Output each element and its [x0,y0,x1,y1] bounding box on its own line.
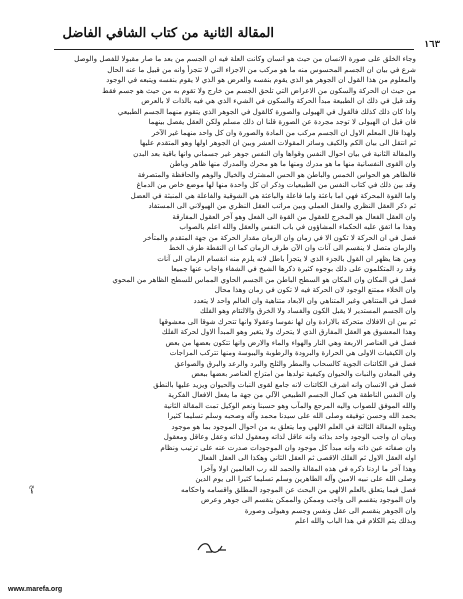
text-line: وان الجسم المستدير لا يقبل الكون والفساد ولا الخرق والالتئام وهو الفلك [199,306,416,315]
footer-url: www.marefa.org [8,586,63,593]
text-line: فصل في الكائنات الجوية كالسحاب والمطر والثلج والبرد والرعد والبرق والصواعق [174,358,416,368]
text-line: فصل في الانسان وانه اشرف الكائنات لانه جامع لقوى النبات والحيوان ويزيد عليها بالنطق [153,379,416,389]
text-line: وهذا ما اتفق عليه الحكماء المشاؤون في باب النفس والعقل والله اعلم بالصواب [179,222,416,231]
text-line: ثم ذكر العقل النظري والعقل العملي وبين مراتب العقل النظري من الهيولاني الى المستفاد [148,201,416,210]
text-line: وان الخلاء ممتنع الوجود لان الحركة فيه لا تكون في زمان وهذا محال [214,285,416,294]
text-line: وقد بين ذلك في كتاب النفس من الطبيعيات وذكر ان كل واحدة منها لها موضع خاص من الدماغ [136,180,416,189]
text-line: ويتلوه المقالة الثالثة في العلم الالهي وما يتعلق به من احوال الموجود بما هو موجود [171,421,416,431]
header-divider [54,49,414,50]
text-line: ثم انتقل الى بيان الكم والكيف وسائر المقولات العشر وبين ان الجوهر اولها وهو المتقدم عليها [139,138,416,147]
text-line: وبذلك يتم الكلام في هذا الباب والله اعلم [295,516,416,525]
text-line: واما القوة المحركة فهي اما باعثة واما فاعلة والباعثة هي الشوقية والفاعلة هي المنبثة في العضل [130,190,416,200]
text-line: فصل في المتناهي وغير المتناهي وان الابعاد متناهية وان العالم واحد لا يتعدد [193,295,416,305]
text-line: فالظاهر هو الحواس الخمس والباطن هو الحس المشترك والخيال والوهم والحافظة والمتصرفة [137,169,416,179]
text-line: وان النفس الناطقة هي كمال الجسم الطبيعي الآلي من جهة ما يفعل الافعال الفكرية [168,390,416,399]
text-line: وان القوى النفسانية منها ما هو مدرك ومنها ما هو محرك والمدرك منها ظاهر وباطن [169,159,416,168]
text-line: فان قيل ان الهيولى لا توجد مجردة عن الصورة قلنا ان ذلك مسلم ولكن العقل يفصل بينهما [148,117,416,126]
page-header-title: المقالة الثانية من كتاب الشافي الفاضل [62,26,274,41]
text-line: وقد رد المتكلمون على ذلك بوجوه كثيرة ذكرها الشيخ في الشفاء واجاب عنها جميعا [171,264,416,273]
text-line: والزمان متصل لا ينقسم الى آنات وان الآن طرف الزمان كما ان النقطة طرف الخط [168,243,416,252]
margin-note: صح [29,485,36,494]
text-line: اوله العقل الاول ثم الفلك الاقصى ثم العقل الثاني وهكذا الى العقل الفعال [198,453,416,462]
text-line: وفي المعادن والنبات والحيوان وكيفية تولدها من امتزاج العناصر بعضها ببعض [191,369,416,378]
text-line: فصل في العناصر الاربعة وهي النار والهواء والماء والارض وانها تتكون بعضها من بعض [165,337,416,347]
manuscript-text-block [36,54,416,534]
page-number: ١٦٣ [423,40,440,50]
text-line: والمقالة الثانية في بيان احوال النفس وقواها وان النفس جوهر غير جسماني وانها باقية بعد البدن [133,148,416,158]
text-line: وهذا آخر ما اردنا ذكره في هذه المقالة والحمد لله رب العالمين اولا وآخرا [200,463,416,473]
text-line: وبيان ان واجب الوجود واحد بذاته وانه عاقل لذاته ومعقول لذاته وعقل وعاقل ومعقول [163,432,416,441]
text-line: ثم بين ان الافلاك متحركة بالارادة وان لها نفوسا وعقولا وانها تتحرك شوقا الى معشوقها [159,316,416,326]
text-line: وجاء الخلق على صورة الانسان من حيث هو انسان وكانت العلة فيه ان الجسم من بعد ما صار مقبولا للفصل والوصل [74,54,416,63]
text-line: واذا كان ذلك كذلك فالقول في الهيولى والصورة كالقول في الجوهر الذي يتقوم منهما الجسم الطبيعي [117,106,416,116]
seal-signature-icon [192,538,232,558]
text-line: فصل في ان الحركة لا تكون الا في زمان وان الزمان مقدار الحركة من جهة المتقدم والمتأخر [143,232,416,242]
text-line: وان العقل الفعال هو المخرج للعقول من القوة الى الفعل وهو آخر العقول المفارقة [172,211,416,221]
text-line: وصلى الله على نبيه الامين وآله الطاهرين وسلم تسليما كثيرا الى يوم الدين [195,474,416,483]
text-line: وهذا المعشوق هو العقل المفارق الذي لا يتحرك ولا يتغير وهو المبدأ الاول لحركة الفلك [161,327,416,336]
text-line: وقد قيل في ذلك ان الطبيعة مبدأ الحركة والسكون في الشيء الذي هي فيه بالذات لا بالعرض [141,96,416,105]
text-line: فصل في المكان وان المكان هو السطح الباطن من الجسم الحاوي المماس للسطح الظاهر من المحوي [112,274,416,284]
text-line: والله الموفق للصواب واليه المرجع والمآب وهو حسبنا ونعم الوكيل تمت المقالة الثانية [163,400,416,410]
text-line: بحمد الله وحسن توفيقه وصلى الله على سيدنا محمد وآله وصحبه وسلم تسليما كثيرا [167,411,416,420]
text-line: وان الكيفيات الاولى هي الحرارة والبرودة والرطوبة واليبوسة ومنها تتركب المزاجات [169,348,416,357]
text-line: والمعلوم من هذا القول ان الجوهر هو الذي يقوم بنفسه والعرض هو الذي لا يقوم بنفسه ويتبعه في الوجود [106,75,416,84]
text-line: فصل فيما يتعلق بالعلم الالهي من البحث عن الموجود المطلق واقسامه واحكامه [181,484,416,494]
text-line: وان الجوهر ينقسم الى عقل ونفس وجسم وهيولى وصورة [244,505,416,515]
text-line: ولهذا قال المعلم الاول ان الجسم مركب من المادة والصورة وان كل واحد منهما غير الآخر [151,127,416,137]
manuscript-page [24,18,440,566]
text-line: شرع في بيان ان الجسم المحسوس منه ما هو مركب من الاجزاء التي لا تتجزأ وانه من قبيل ما عنه الحال [107,64,416,74]
text-line: ومن هنا يظهر ان القول بالجزء الذي لا يتجزأ باطل لانه يلزم منه انقسام الزمان الى آنات [157,253,416,263]
text-line: وان صفاته عين ذاته وانه مبدأ كل موجود وان الموجودات صدرت عنه على ترتيب ونظام [160,442,416,452]
text-line: من حيث ان الحركة والسكون من الاعراض التي تلحق الجسم من خارج ولا تقوم به من حيث هو جسم فقط [102,85,416,95]
text-line: وان الموجود ينقسم الى واجب وممكن والممكن ينقسم الى جوهر وعرض [201,495,416,504]
